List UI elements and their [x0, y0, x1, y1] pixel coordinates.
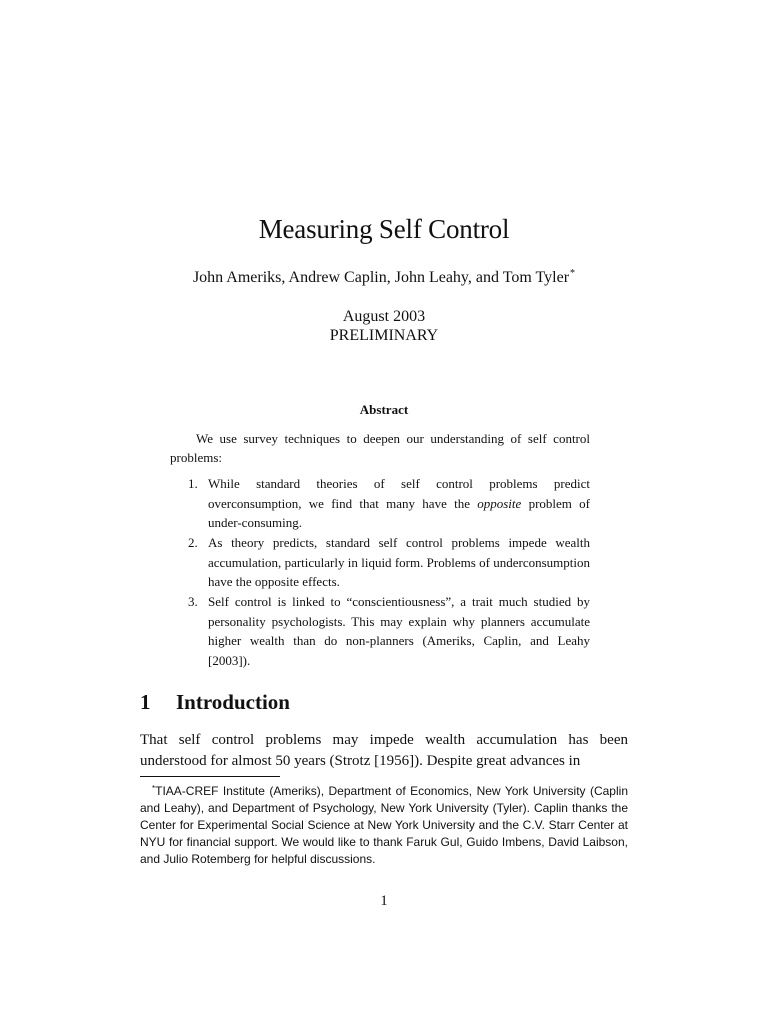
- abstract-item-2: [170, 533, 590, 592]
- author-footnote-mark: *: [570, 268, 576, 279]
- footnote-mark: *: [152, 784, 156, 793]
- section-title: Introduction: [176, 690, 290, 714]
- abstract-item-number: 1.: [188, 476, 198, 491]
- footnote: [140, 780, 628, 868]
- author-list: [0, 268, 768, 287]
- abstract-item-text: Self control is linked to “conscientiousness”, a trait much studied by personality psychologists. This may explain why planners accumulate higher wealth than do non-planners (Ameriks, Caplin, and Leahy [2003]).: [208, 594, 590, 668]
- footnote-text: TIAA-CREF Institute (Ameriks), Department of Economics, New York University (Caplin and Leahy), and Department of Psychology, New York University (Tyler). Caplin thanks the Center for Experimental Social Science at New York University and the C.V. Starr Center at NYU for financial support. We would like to thank Faruk Gul, Guido Imbens, David Laibson, and Julio Rotemberg for helpful discussions.: [140, 784, 628, 866]
- paper-date: August 2003: [342, 308, 426, 325]
- section-number: 1: [140, 690, 151, 714]
- abstract-item-emphasis: opposite: [477, 495, 522, 511]
- abstract-item-text: As theory predicts, standard self control problems impede wealth accumulation, particularly in liquid form. Problems of underconsumption have the opposite effects.: [208, 535, 590, 589]
- abstract-item-number: 3.: [188, 594, 198, 609]
- section-heading: [140, 690, 290, 715]
- abstract-item-text-part: problem of under-consuming.: [208, 495, 590, 530]
- page-number: 1: [380, 893, 388, 909]
- introduction-paragraph: That self control problems may impede wealth accumulation has been understood for almost 50 years (Strotz [1956]). Despite great advances in: [140, 732, 628, 769]
- footnote-rule: [140, 776, 280, 777]
- abstract-item-1: [170, 474, 590, 533]
- paper-status: PRELIMINARY: [329, 327, 439, 344]
- abstract-item-3: [170, 592, 590, 670]
- author-names: John Ameriks, Andrew Caplin, John Leahy, and Tom Tyler: [192, 269, 570, 286]
- paper-title: Measuring Self Control: [258, 214, 510, 244]
- abstract-item-number: 2.: [188, 535, 198, 550]
- abstract-item-text: [208, 474, 590, 533]
- abstract-intro: We use survey techniques to deepen our understanding of self control problems:: [170, 431, 590, 465]
- abstract-item-text-part: While standard theories of self control problems predict overconsumption, we find that many have the: [208, 476, 590, 511]
- abstract-heading: Abstract: [359, 402, 409, 417]
